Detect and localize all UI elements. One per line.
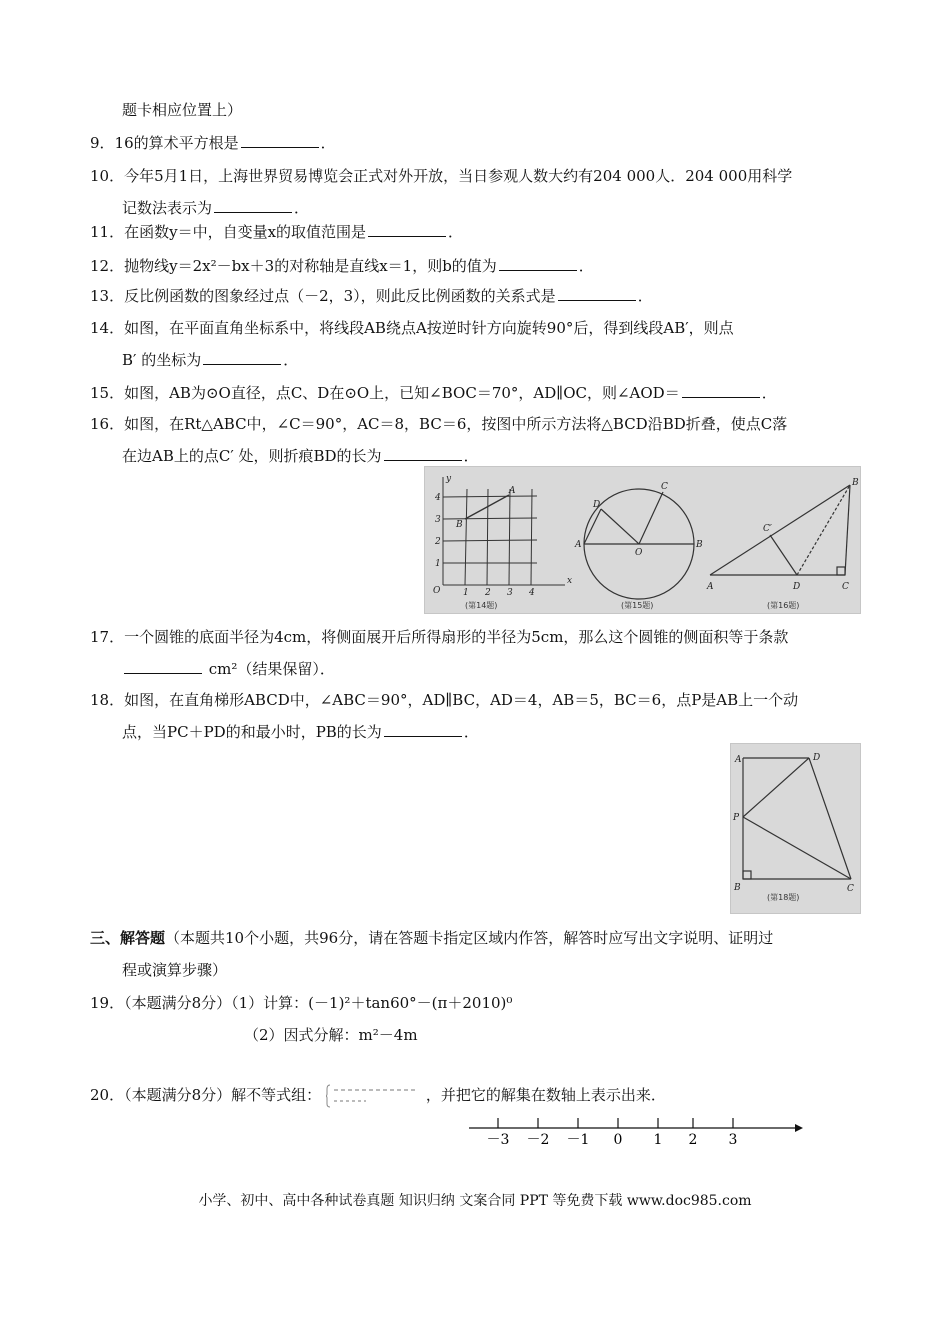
fig18-caption: (第18题) — [767, 893, 800, 902]
answer-blank — [241, 133, 319, 148]
fig14-tick-y2: 2 — [435, 537, 441, 547]
fig15-point-d: D — [593, 500, 601, 510]
number-line-svg — [465, 1110, 805, 1150]
number-line-label: －3 — [486, 1132, 510, 1148]
question-18: 18．如图，在直角梯形ABCD中，∠ABC＝90°，AD∥BC，AD＝4，AB＝5，BC＝6，点P是AB上一个动 — [90, 691, 799, 709]
fig15-caption: (第15题) — [621, 601, 654, 610]
figure-question-18 — [730, 743, 861, 914]
fig14-tick-y1: 1 — [435, 559, 441, 569]
fig16-point-c-prime: C′ — [763, 524, 772, 534]
figure-15-circle — [584, 489, 694, 599]
section-3-heading: 三、解答题（本题共10个小题，共96分，请在答题卡指定区域内作答，解答时应写出文字说明、证明过 — [90, 929, 774, 947]
fig14-caption: (第14题) — [465, 601, 498, 610]
fig14-x-label: x — [567, 576, 573, 586]
fig18-point-p: P — [733, 813, 740, 823]
figure-questions-14-16 — [424, 466, 861, 614]
question-17: 17．一个圆锥的底面半径为4cm，将侧面展开后所得扇形的半径为5cm，那么这个圆锥的侧面积等于条款 — [90, 628, 789, 646]
answer-blank — [384, 722, 462, 737]
question-16-cont: 在边AB上的点C′ 处，则折痕BD的长为 ． — [122, 447, 479, 465]
question-14: 14．如图，在平面直角坐标系中，将线段AB绕点A按逆时针方向旋转90°后，得到线段AB′，则点 — [90, 319, 734, 337]
question-20: 20．（本题满分8分）解不等式组： ，并把它的解集在数轴上表示出来． — [90, 1082, 666, 1110]
fig18-point-d: D — [813, 753, 821, 763]
question-14-cont: B′ 的坐标为 ． — [122, 351, 299, 369]
number-line-label: 0 — [613, 1132, 623, 1148]
fig14-y-label: y — [446, 474, 452, 484]
question-13: 13．反比例函数的图象经过点（－2，3），则此反比例函数的关系式是 ． — [90, 287, 653, 305]
fig15-point-c: C — [661, 482, 668, 492]
figure-16-triangle — [710, 485, 850, 575]
fig15-point-b: B — [696, 540, 703, 550]
question-16: 16．如图，在Rt△ABC中，∠C＝90°，AC＝8，BC＝6，按图中所示方法将△BCD沿BD折叠，使点C落 — [90, 415, 788, 433]
answer-blank — [499, 256, 577, 271]
answer-blank — [203, 350, 281, 365]
section-3-heading-cont: 程或演算步骤） — [122, 961, 228, 979]
figures-14-15-16-svg — [425, 467, 860, 613]
fig14-point-b: B — [456, 520, 463, 530]
question-15: 15．如图，AB为⊙O直径，点C、D在⊙O上，已知∠BOC＝70°，AD∥OC，则∠AOD＝ ． — [90, 384, 777, 402]
fig14-tick-x4: 4 — [529, 588, 535, 598]
question-19-part2: （2）因式分解：m²－4m — [244, 1026, 418, 1044]
answer-blank — [682, 383, 760, 398]
fig14-tick-y3: 3 — [435, 515, 441, 525]
number-line-label: －2 — [526, 1132, 550, 1148]
fig15-point-a: A — [575, 540, 582, 550]
number-line-label: 3 — [728, 1132, 738, 1148]
fig16-point-a: A — [707, 582, 714, 592]
fig18-point-b: B — [734, 883, 741, 893]
question-19: 19．（本题满分8分）（1）计算：(－1)²＋tan60°－(π＋2010)⁰ — [90, 994, 513, 1012]
number-line-label: －1 — [566, 1132, 590, 1148]
inequality-system-image — [326, 1082, 426, 1110]
question-12: 12．抛物线y＝2x²－bx＋3的对称轴是直线x＝1，则b的值为 ． — [90, 257, 594, 275]
fig14-tick-x2: 2 — [485, 588, 491, 598]
intro-continued: 题卡相应位置上） — [122, 101, 243, 119]
question-9: 9．16的算术平方根是 ． — [90, 134, 336, 152]
fig14-tick-x3: 3 — [507, 588, 513, 598]
number-line-ticks — [487, 1118, 738, 1148]
number-line-label: 2 — [688, 1132, 698, 1148]
fig14-tick-x1: 1 — [463, 588, 469, 598]
fig16-point-d: D — [793, 582, 801, 592]
fig14-origin-label: O — [433, 586, 441, 596]
question-10-cont: 记数法表示为 ． — [122, 199, 310, 217]
question-18-cont: 点，当PC＋PD的和最小时，PB的长为 ． — [122, 723, 479, 741]
question-11: 11．在函数y＝中，自变量x的取值范围是 ． — [90, 223, 464, 241]
answer-blank — [214, 198, 292, 213]
fig16-point-b: B — [852, 478, 859, 488]
answer-blank — [558, 286, 636, 301]
fig16-caption: (第16题) — [767, 601, 800, 610]
number-line-label: 1 — [653, 1132, 663, 1148]
figure-14-grid — [443, 477, 565, 585]
figure-18-svg — [731, 744, 860, 913]
figure-18-trapezoid — [743, 758, 851, 879]
page-footer: 小学、初中、高中各种试卷真题 知识归纳 文案合同 PPT 等免费下载 www.doc985.com — [198, 1193, 752, 1209]
number-line — [465, 1110, 805, 1150]
question-17-cont: cm²（结果保留）． — [122, 659, 335, 679]
fig14-tick-y4: 4 — [435, 493, 441, 503]
fig18-point-c: C — [847, 884, 854, 894]
answer-blank — [124, 659, 202, 674]
fig16-point-c: C — [842, 582, 849, 592]
fig18-point-a: A — [735, 755, 742, 765]
fig14-point-a: A — [509, 486, 516, 496]
answer-blank — [368, 222, 446, 237]
answer-blank — [384, 446, 462, 461]
fig15-point-o: O — [635, 548, 643, 558]
question-10: 10．今年5月1日，上海世界贸易博览会正式对外开放，当日参观人数大约有204 000人．204 000用科学 — [90, 167, 793, 185]
